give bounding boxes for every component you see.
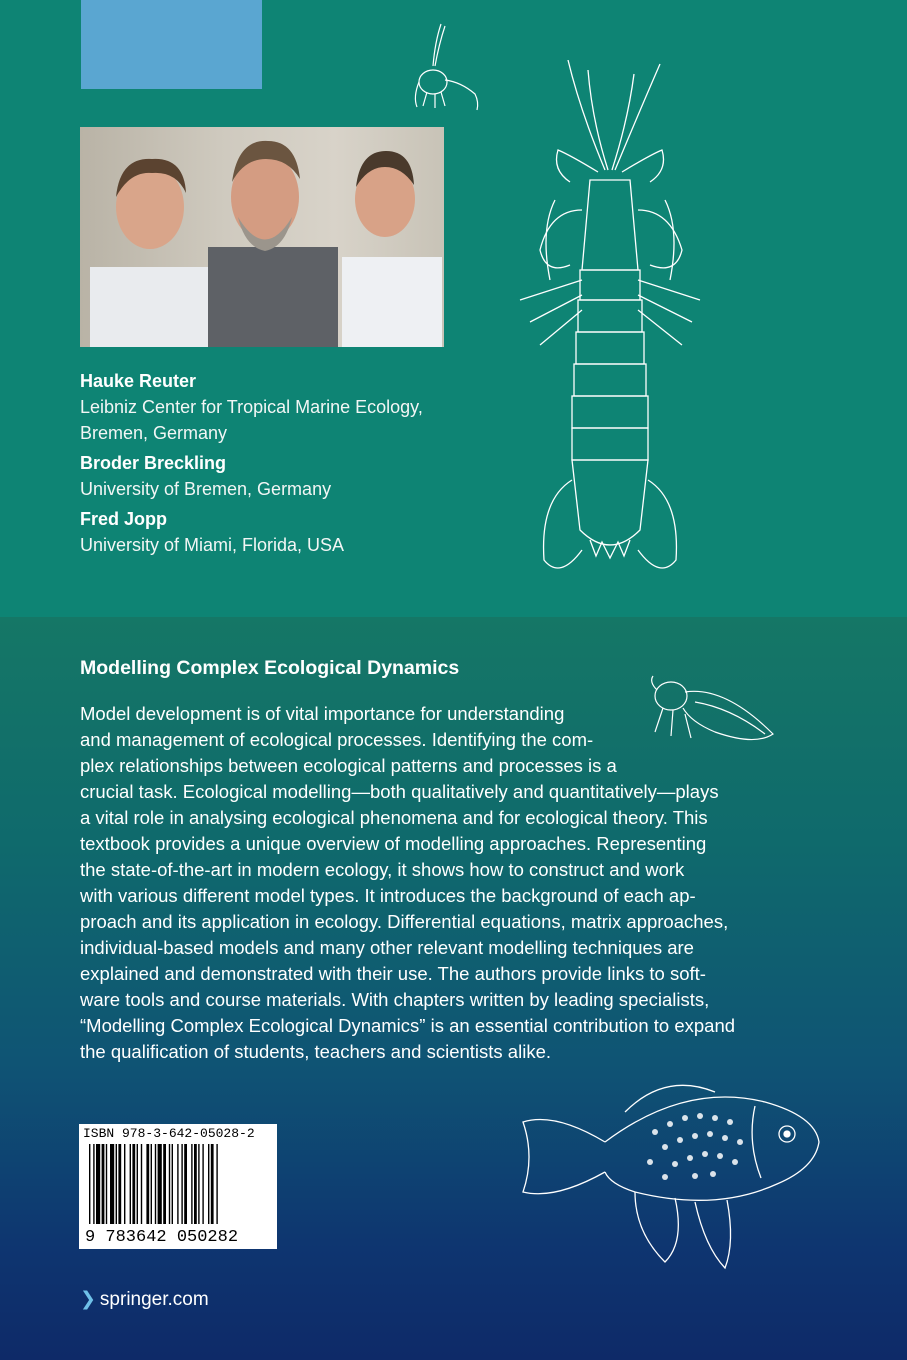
author-affiliation: Leibniz Center for Tropical Marine Ecology, [80,397,423,417]
barcode-digits: 9 783642 050282 [85,1228,239,1247]
barcode-bar [191,1144,192,1224]
description-line: a vital role in analysing ecological phenomena and for ecological theory. This [80,807,708,828]
author-affiliation: University of Miami, Florida, USA [80,535,345,555]
barcode-bar [216,1144,217,1224]
barcode-bar [172,1144,173,1224]
description-line: textbook provides a unique overview of modelling approaches. Representing [80,833,707,854]
description-line: Model development is of vital importance for understanding [80,703,565,724]
barcode-bar [124,1144,125,1224]
barcode-bar [132,1144,135,1224]
description-line: the state-of-the-art in modern ecology, it shows how to construct and work [80,859,685,880]
fish-illustration [515,1072,827,1287]
blue-color-block [81,0,262,89]
author-name: Broder Breckling [80,453,227,473]
book-description [80,701,780,1065]
description-line: and management of ecological processes. Identifying the com- [80,729,594,750]
barcode-bar [202,1144,203,1224]
isbn-barcode [79,1124,277,1249]
barcode-bar [169,1144,170,1224]
author-entry [80,506,423,558]
description-line: ware tools and course materials. With chapters written by leading specialists, [80,989,710,1010]
chevron-right-icon: ❯ [80,1289,96,1310]
publisher-site: springer.com [99,1289,209,1310]
author-name: Hauke Reuter [80,371,197,391]
author-entry [80,368,423,446]
barcode-bar [146,1144,149,1224]
author-affiliation: Bremen, Germany [80,423,228,443]
barcode-bar [110,1144,114,1224]
barcode-bar [181,1144,182,1224]
author-entry [80,450,423,502]
barcode-bars [89,1144,269,1224]
author-name: Fred Jopp [80,509,168,529]
barcode-bar [93,1144,94,1224]
barcode-bar [184,1144,187,1224]
barcode-bar [155,1144,156,1224]
description-line: proach and its application in ecology. Differential equations, matrix approaches, [80,911,729,932]
author-affiliation: University of Bremen, Germany [80,479,332,499]
authors-photo [80,127,444,347]
barcode-bar [158,1144,162,1224]
description-line: the qualification of students, teachers and scientists alike. [80,1041,551,1062]
barcode-bar [163,1144,166,1224]
book-title: Modelling Complex Ecological Dynamics [80,657,460,679]
barcode-bar [137,1144,138,1224]
barcode-bar [89,1144,90,1224]
description-line: explained and demonstrated with their use. The authors provide links to soft- [80,963,706,984]
description-line: “Modelling Complex Ecological Dynamics” is an essential contribution to expand [80,1015,736,1036]
description-line: individual-based models and many other relevant modelling techniques are [80,937,694,958]
barcode-bar [106,1144,107,1224]
barcode-bar [102,1144,105,1224]
barcode-bar [211,1144,214,1224]
publisher-link[interactable] [80,1288,209,1311]
mantis-shrimp-illustration [510,60,720,590]
description-line: with various different model types. It introduces the background of each ap- [80,885,696,906]
barcode-bar [116,1144,117,1224]
description-line: crucial task. Ecological modelling—both qualitatively and quantitatively—plays [80,781,719,802]
barcode-bar [96,1144,100,1224]
barcode-bar [194,1144,197,1224]
barcode-bar [118,1144,121,1224]
barcode-bar [141,1144,142,1224]
small-crustacean-illustration [405,22,485,117]
barcode-bar [130,1144,131,1224]
isbn-label: ISBN 978-3-642-05028-2 [83,1126,255,1141]
author-list [80,368,423,562]
barcode-bar [208,1144,209,1224]
barcode-bar [177,1144,178,1224]
description-line: plex relationships between ecological patterns and processes is a [80,755,617,776]
barcode-bar [198,1144,199,1224]
barcode-bar [151,1144,152,1224]
